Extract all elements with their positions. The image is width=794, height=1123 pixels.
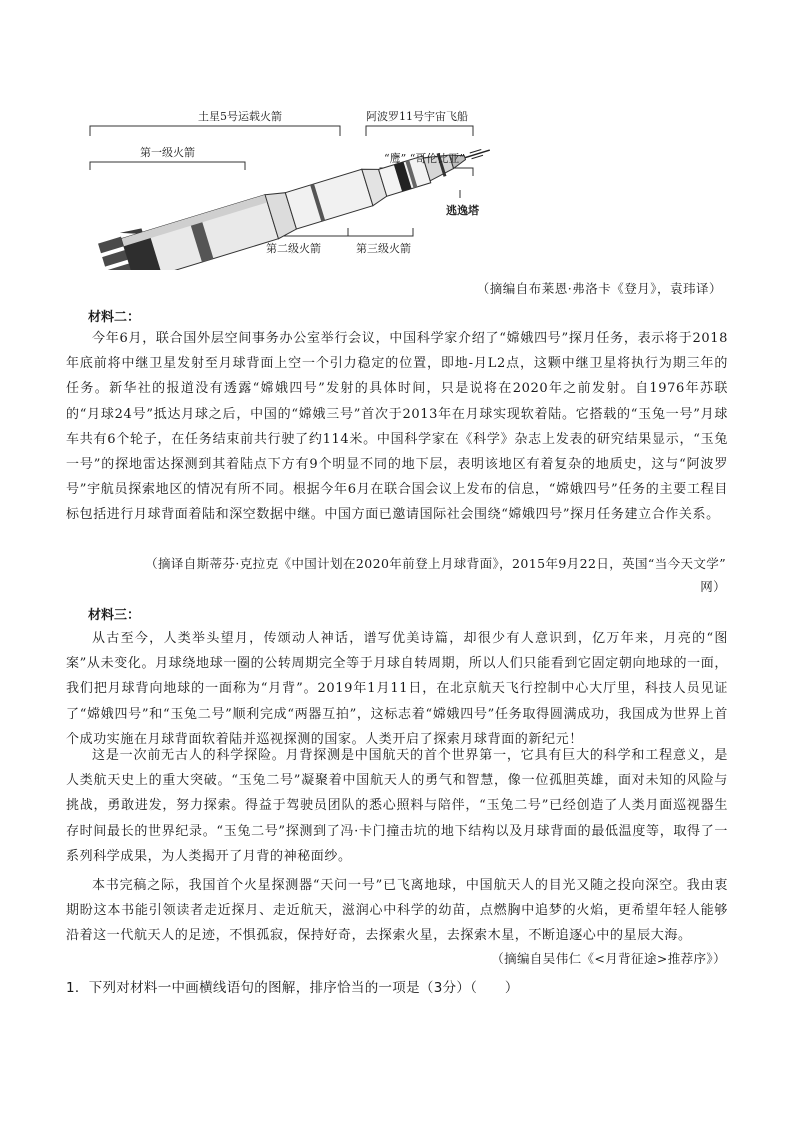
material-2-source-line-2: 网） xyxy=(700,579,726,594)
escape-tower-label: 逃逸塔 xyxy=(446,204,479,217)
material-3-paragraph-2: 这是一次前无古人的科学探险。月背探测是中国航天的首个世界第一，它具有巨大的科学和工程意义，是人类航天史上的重大突破。“玉兔二号”凝聚着中国航天人的勇气和智慧，像一位孤胆英雄，面对未知的风险与挑战，勇敢进发，努力探索。得益于驾驶员团队的悉心照料与陪伴，“玉兔二号”已经创造了人类月面巡视器生存时间最长的世界纪录。“玉兔二号”探测到了冯·卡门撞击坑的地下结构以及月球背面的最低温度等，取得了一系列科学成果，为人类揭开了月背的神秘面纱。 xyxy=(66,748,728,864)
material-2-heading: 材料二： xyxy=(88,310,141,325)
figure-caption: （摘编自布莱恩·弗洛卡《登月》，袁玮译） xyxy=(476,281,722,296)
rocket-diagram xyxy=(80,100,500,270)
second-stage-label: 第二级火箭 xyxy=(266,242,321,255)
material-2-paragraph: 今年6月，联合国外层空间事务办公室举行会议，中国科学家介绍了“嫦娥四号”探月任务，表示将于2018年底前将中继卫星发射至月球背面上空一个引力稳定的位置，即地-月L2点，这颗中继卫星将执行为期三年的任务。新华社的报道没有透露“嫦娥四号”发射的具体时间，只是说将在2020年之前发射。自1976年苏联的“月球24号”抵达月球之后，中国的“嫦娥三号”首次于2013年在月球实现软着陆。它搭载的“玉兔一号”月球车共有6个轮子，在任务结束前共行驶了约114米。中国科学家在《科学》杂志上发表的研究结果显示，“玉兔一号”的探地雷达探测到其着陆点下方有9个明显不同的地下层，表明该地区有着复杂的地质史，这与“阿波罗号”宇航员探索地区的情况有所不同。根据今年6月在联合国会议上发布的信息，“嫦娥四号”任务的主要工程目标包括进行月球背面着陆和深空数据中继。中国方面已邀请国际社会围绕“嫦娥四号”探月任务建立合作关系。 xyxy=(66,331,728,523)
eagle-columbia-label: “鹰” “哥伦比亚” xyxy=(384,152,465,165)
first-stage-label: 第一级火箭 xyxy=(140,146,195,159)
saturn-v-label: 土星5号运载火箭 xyxy=(198,110,282,123)
third-stage-label: 第三级火箭 xyxy=(356,242,411,255)
material-3-paragraph-1: 从古至今，人类举头望月，传颂动人神话，谱写优美诗篇，却很少有人意识到，亿万年来，月亮的“图案”从未变化。月球绕地球一圈的公转周期完全等于月球自转周期，所以人们只能看到它固定朝向地球的一面，我们把月球背向地球的一面称为“月背”。2019年1月11日，在北京航天飞行控制中心大厅里，科技人员见证了“嫦娥四号”和“玉兔二号”顺利完成“两器互拍”，这标志着“嫦娥四号”任务取得圆满成功，我国成为世界上首个成功实施在月球背面软着陆并巡视探测的国家。人类开启了探索月球背面的新纪元！ xyxy=(66,631,728,747)
question-1: 1．下列对材料一中画横线语句的图解，排序恰当的一项是（3分）（ ） xyxy=(66,980,519,996)
material-3-heading: 材料三： xyxy=(88,608,141,623)
apollo-11-label: 阿波罗11号宇宙飞船 xyxy=(366,110,468,123)
material-3-source: （摘编自吴伟仁《<月背征途>推荐序》） xyxy=(491,951,726,966)
material-2-source-line-1: （摘译自斯蒂芬·克拉克《中国计划在2020年前登上月球背面》，2015年9月22日，英国“当今天文学” xyxy=(145,556,726,571)
material-3-paragraph-3: 本书完稿之际，我国首个火星探测器“天问一号”已飞离地球，中国航天人的目光又随之投向深空。我由衷期盼这本书能引领读者走近探月、走近航天，滋润心中科学的幼苗，点燃胸中追梦的火焰，更希望年轻人能够沿着这一代航天人的足迹，不惧孤寂，保持好奇，去探索火星，去探索木星，不断追逐心中的星辰大海。 xyxy=(66,878,728,944)
